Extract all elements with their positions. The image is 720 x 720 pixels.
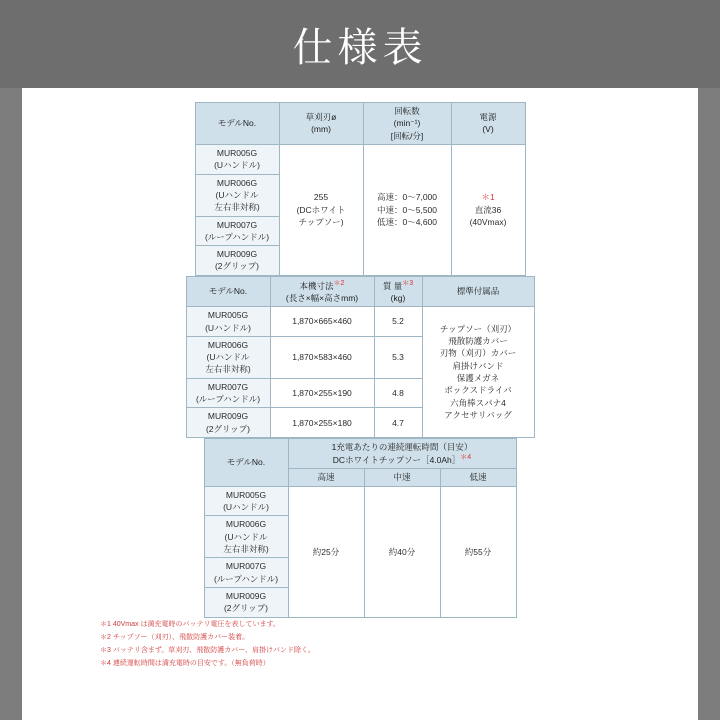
footnote-item: ＊4 連続運転時間は満充電時の目安です。（無負荷時） bbox=[100, 660, 270, 668]
page-title: 仕様表 bbox=[292, 25, 428, 70]
model-sub2: 左右非対称) bbox=[205, 364, 251, 375]
header-weight-line2: (kg) bbox=[390, 292, 406, 303]
header-runtime bbox=[288, 439, 516, 469]
model-cell bbox=[204, 516, 288, 558]
dimension-value: 1,870×255×180 bbox=[270, 408, 374, 438]
model-sub: (ループハンドル) bbox=[195, 394, 261, 405]
model-cell bbox=[186, 307, 270, 337]
header-blade-diameter bbox=[279, 103, 363, 145]
header-weight-line1 bbox=[378, 279, 419, 292]
model-name: MUR007G bbox=[216, 219, 258, 230]
model-sub2: 左右非対称) bbox=[223, 544, 269, 555]
header-dimensions-line2: (長さ×幅×高さmm) bbox=[285, 292, 359, 303]
model-name: MUR006G bbox=[207, 339, 249, 350]
weight-value: 5.2 bbox=[374, 307, 422, 337]
accessory-item: ボックスドライバ bbox=[444, 385, 512, 396]
accessory-item: 飛散防護カバー bbox=[448, 336, 508, 347]
model-name: MUR005G bbox=[225, 489, 267, 500]
model-name: MUR007G bbox=[207, 381, 249, 392]
power-value: 直流36 bbox=[474, 204, 502, 215]
header-speed-low: 低速 bbox=[440, 469, 516, 486]
power-footnote-marker: ＊1 bbox=[481, 192, 495, 203]
blade-type-line1: (DCホワイト bbox=[296, 204, 346, 215]
model-cell bbox=[186, 408, 270, 438]
model-cell bbox=[186, 378, 270, 408]
header-blade-line1: 草刈刃ø bbox=[305, 112, 337, 123]
header-runtime-line1: 1充電あたりの連続運転時間（目安） bbox=[331, 442, 473, 453]
header-dimensions-line1 bbox=[274, 279, 371, 292]
power-max: (40Vmax) bbox=[469, 217, 507, 227]
model-sub: (Uハンドル) bbox=[205, 322, 251, 333]
model-sub: (Uハンドル) bbox=[214, 160, 260, 171]
accessory-item: チップソー（刈刃） bbox=[439, 323, 517, 334]
model-name: MUR006G bbox=[216, 177, 258, 188]
rpm-low: 低速：0〜4,600 bbox=[377, 217, 437, 227]
header-rpm-line1: 回転数 bbox=[394, 106, 420, 116]
header-rpm-line3: [回転/分] bbox=[390, 130, 424, 141]
model-name: MUR009G bbox=[207, 411, 249, 422]
header-accessories: 標準付属品 bbox=[422, 276, 534, 306]
header-runtime-text: DCホワイトチップソー［4.0Ah］ bbox=[332, 455, 461, 466]
header-weight bbox=[374, 276, 422, 306]
model-sub: (Uハンドル bbox=[224, 531, 268, 542]
header-runtime-footnote: ＊4 bbox=[460, 454, 472, 462]
table-header-row bbox=[204, 439, 516, 469]
runtime-low-value: 約55分 bbox=[440, 486, 516, 617]
blade-type-line2: チップソー) bbox=[298, 217, 344, 227]
model-name: MUR009G bbox=[216, 249, 258, 260]
header-speed-high: 高速 bbox=[288, 469, 364, 486]
weight-value: 4.8 bbox=[374, 378, 422, 408]
model-cell bbox=[195, 144, 279, 174]
model-sub: (2グリップ) bbox=[223, 603, 269, 614]
runtime-mid-value: 約40分 bbox=[364, 486, 440, 617]
header-model-no: モデルNo. bbox=[204, 439, 288, 487]
header-dimensions-footnote: ＊2 bbox=[333, 279, 345, 287]
table-row bbox=[204, 486, 516, 516]
model-cell bbox=[204, 486, 288, 516]
dimension-value: 1,870×665×460 bbox=[270, 307, 374, 337]
spec-table-3 bbox=[204, 438, 517, 618]
model-sub: (ループハンドル) bbox=[213, 573, 279, 584]
model-sub: (Uハンドル bbox=[206, 352, 250, 363]
accessory-item: 刃物（刈刃）カバー bbox=[439, 348, 517, 359]
footnote-item: ＊2 チップソー（刈刃）、飛散防護カバー装着。 bbox=[100, 633, 250, 641]
weight-value: 4.7 bbox=[374, 408, 422, 438]
header-model-no: モデルNo. bbox=[195, 103, 279, 145]
model-sub: (2グリップ) bbox=[214, 261, 260, 272]
spec-sheet bbox=[22, 88, 698, 720]
header-power-line2: (V) bbox=[482, 124, 494, 135]
accessory-item: 六角棒スパナ4 bbox=[450, 397, 506, 408]
accessory-item: 保護メガネ bbox=[456, 373, 500, 384]
weight-value: 5.3 bbox=[374, 336, 422, 378]
blade-value: 255 bbox=[313, 192, 329, 203]
model-name: MUR009G bbox=[225, 590, 267, 601]
blade-diameter-cell bbox=[279, 144, 363, 275]
header-weight-text: 質 量 bbox=[382, 280, 403, 291]
header-rpm bbox=[363, 103, 451, 145]
rpm-mid: 中速：0〜5,500 bbox=[377, 204, 437, 215]
footnote-item: ＊3 バッテリ含まず。草刈刃、飛散防護カバー、肩掛けバンド除く。 bbox=[100, 647, 315, 655]
model-name: MUR005G bbox=[216, 147, 258, 158]
spec-content bbox=[22, 88, 698, 671]
header-speed-mid: 中速 bbox=[364, 469, 440, 486]
accessories-cell bbox=[422, 307, 534, 438]
header-model-no: モデルNo. bbox=[186, 276, 270, 306]
accessory-item: 肩掛けバンド bbox=[452, 360, 504, 371]
model-sub: (Uハンドル bbox=[215, 189, 259, 200]
dimension-value: 1,870×255×190 bbox=[270, 378, 374, 408]
table-row bbox=[186, 307, 534, 337]
model-name: MUR007G bbox=[225, 561, 267, 572]
footnotes bbox=[100, 618, 620, 671]
header-blade-line2: (mm) bbox=[311, 124, 331, 135]
model-cell bbox=[204, 558, 288, 588]
model-cell bbox=[204, 587, 288, 617]
header-dimensions bbox=[270, 276, 374, 306]
model-cell bbox=[195, 174, 279, 216]
model-sub: (Uハンドル) bbox=[223, 502, 269, 513]
header-weight-footnote: ＊3 bbox=[402, 279, 414, 287]
header-dimensions-text: 本機寸法 bbox=[299, 280, 334, 291]
table-header-row bbox=[195, 103, 525, 145]
header-rpm-line2: (min⁻¹) bbox=[393, 118, 421, 129]
model-sub2: 左右非対称) bbox=[214, 202, 260, 213]
model-cell bbox=[195, 246, 279, 276]
power-cell bbox=[451, 144, 525, 275]
table-header-row bbox=[186, 276, 534, 306]
header-runtime-line2 bbox=[292, 453, 513, 466]
model-name: MUR006G bbox=[225, 519, 267, 530]
table-row bbox=[195, 144, 525, 174]
model-cell bbox=[195, 216, 279, 246]
footnote-item: ＊1 40Vmax は満充電時のバッテリ電圧を表しています。 bbox=[100, 620, 280, 628]
model-name: MUR005G bbox=[207, 310, 249, 321]
spec-table-1 bbox=[195, 102, 526, 276]
page-header bbox=[0, 0, 720, 88]
spec-table-2 bbox=[186, 276, 535, 438]
rpm-high: 高速：0〜7,000 bbox=[377, 192, 437, 203]
model-sub: (2グリップ) bbox=[205, 423, 251, 434]
header-power bbox=[451, 103, 525, 145]
dimension-value: 1,870×583×460 bbox=[270, 336, 374, 378]
model-sub: (ループハンドル) bbox=[204, 231, 270, 242]
accessory-item: アクセサリバッグ bbox=[444, 410, 512, 421]
runtime-high-value: 約25分 bbox=[288, 486, 364, 617]
rpm-cell bbox=[363, 144, 451, 275]
header-power-line1: 電源 bbox=[479, 112, 497, 123]
model-cell bbox=[186, 336, 270, 378]
